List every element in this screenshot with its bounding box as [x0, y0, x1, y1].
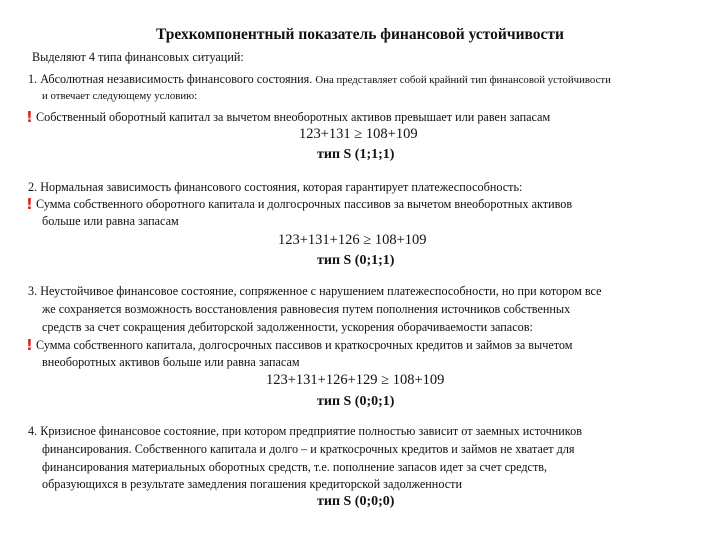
section-3-line-2: же сохраняется возможность восстановления равновесия путем пополнения источников собственных: [42, 302, 571, 316]
section-3-type: тип S (0;0;1): [317, 394, 395, 409]
exclamation-icon: !: [26, 195, 33, 213]
section-2-condition-line-1: Сумма собственного оборотного капитала и долгосрочных пассивов за вычетом внеоборотных активов: [36, 197, 573, 211]
section-2-title: 2. Нормальная зависимость финансового состояния, которая гарантирует платежеспособность:: [28, 180, 523, 194]
section-4-line-1: 4. Кризисное финансовое состояние, при котором предприятие полностью зависит от заемных источников: [28, 424, 582, 438]
section-1-type: тип S (1;1;1): [317, 147, 395, 162]
section-3-condition-line-1: Сумма собственного капитала, долгосрочных пассивов и краткосрочных кредитов и займов за вычетом: [36, 338, 573, 352]
section-4-line-3: финансирования материальных оборотных средств, т.е. пополнение запасов идет за счет средств,: [42, 460, 548, 474]
section-3-inequality: 123+131+126+129 ≥ 108+109: [266, 372, 445, 388]
intro-text: Выделяют 4 типа финансовых ситуаций:: [32, 50, 244, 64]
section-2-condition-line-2: больше или равна запасам: [42, 214, 179, 228]
page-title: Трехкомпонентный показатель финансовой устойчивости: [156, 26, 564, 43]
section-1-note-line-2: и отвечает следующему условию:: [42, 90, 198, 102]
section-3-line-3: средств за счет сокращения дебиторской задолженности, ускорения оборачиваемости запасов:: [42, 320, 533, 334]
section-1-lead: [28, 72, 611, 87]
section-3-condition-line-2: внеоборотных активов больше или равна запасам: [42, 355, 300, 369]
section-1-note-line-1: Она представляет собой крайний тип финансовой устойчивости: [315, 74, 611, 86]
exclamation-icon: !: [26, 336, 33, 354]
section-4-line-2: финансирования. Собственного капитала и долго – и краткосрочных кредитов и займов не хватает для: [42, 442, 575, 456]
section-2-inequality: 123+131+126 ≥ 108+109: [278, 232, 427, 248]
section-4-type: тип S (0;0;0): [317, 494, 395, 509]
section-4-line-4: образующихся в результате замедления погашения кредиторской задолженности: [42, 477, 462, 491]
section-1-title: 1. Абсолютная независимость финансового состояния.: [28, 72, 313, 86]
section-1-inequality: 123+131 ≥ 108+109: [299, 126, 418, 142]
section-3-line-1: 3. Неустойчивое финансовое состояние, сопряженное с нарушением платежеспособности, но при котором все: [28, 284, 602, 298]
section-1-condition: Собственный оборотный капитал за вычетом внеоборотных активов превышает или равен запасам: [36, 110, 551, 124]
exclamation-icon: !: [26, 108, 33, 126]
section-2-type: тип S (0;1;1): [317, 253, 395, 268]
